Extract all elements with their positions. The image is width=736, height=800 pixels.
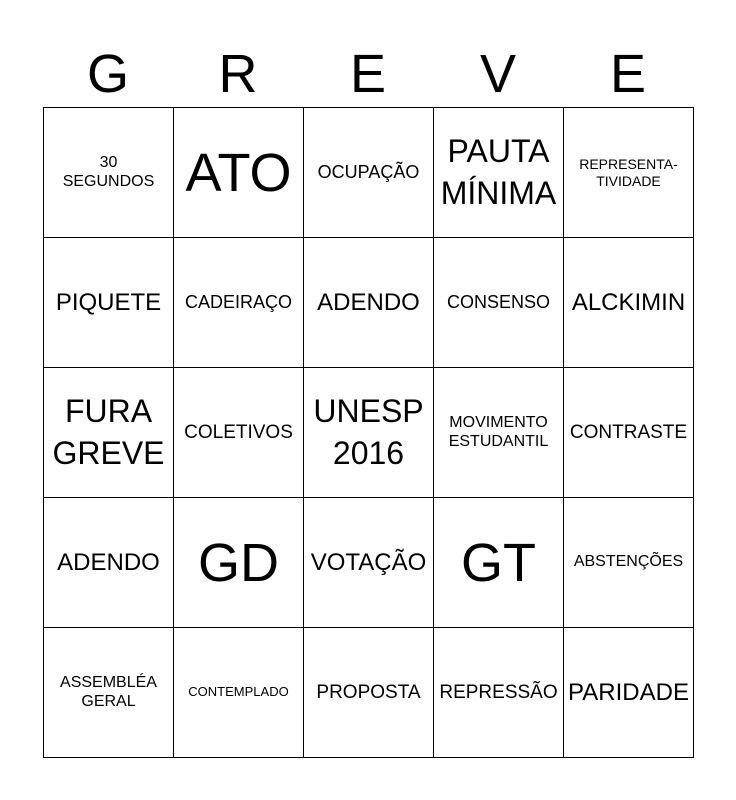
- bingo-cell[interactable]: [44, 108, 174, 238]
- cell-label: ATO: [185, 142, 292, 203]
- cell-label: ASSEMBLÉA GERAL: [60, 674, 157, 710]
- cell-label: 30 SEGUNDOS: [62, 154, 155, 190]
- bingo-cell[interactable]: [434, 368, 564, 498]
- cell-label: UNESP 2016: [313, 392, 424, 471]
- bingo-cell[interactable]: [44, 238, 174, 368]
- cell-label: COLETIVOS: [184, 421, 293, 443]
- cell-label: PIQUETE: [55, 288, 162, 316]
- cell-label: GD: [198, 532, 279, 593]
- cell-label: CONTRASTE: [569, 421, 688, 443]
- cell-label: MOVIMENTO ESTUDANTIL: [448, 414, 549, 450]
- cell-label: REPRESSÃO: [439, 681, 558, 703]
- cell-label: VOTAÇÃO: [310, 548, 427, 576]
- cell-label: PARIDADE: [568, 678, 689, 706]
- bingo-cell[interactable]: [434, 498, 564, 628]
- cell-label: CADEIRAÇO: [184, 292, 292, 313]
- header-letter-r: R: [218, 44, 258, 104]
- bingo-cell[interactable]: [304, 498, 434, 628]
- bingo-cell[interactable]: [44, 368, 174, 498]
- bingo-cell[interactable]: [564, 628, 694, 758]
- cell-label: PAUTA MÍNIMA: [440, 132, 557, 211]
- bingo-cell[interactable]: [304, 368, 434, 498]
- bingo-cell[interactable]: [564, 368, 694, 498]
- bingo-cell[interactable]: [434, 108, 564, 238]
- bingo-cell[interactable]: [434, 628, 564, 758]
- header-letter-e-2: E: [609, 44, 647, 104]
- bingo-cell[interactable]: [174, 368, 304, 498]
- bingo-cell[interactable]: [174, 498, 304, 628]
- bingo-cell[interactable]: [304, 238, 434, 368]
- header-letter-g: G: [86, 44, 129, 104]
- header-letter-e: E: [349, 44, 387, 104]
- header-letter-v: V: [479, 44, 517, 104]
- bingo-cell[interactable]: [564, 108, 694, 238]
- cell-label: REPRESENTA- TIVIDADE: [579, 156, 678, 189]
- bingo-board: [43, 107, 694, 758]
- bingo-cell[interactable]: [174, 108, 304, 238]
- cell-label: CONTEMPLADO: [188, 684, 289, 700]
- cell-label: ADENDO: [317, 288, 420, 316]
- bingo-cell[interactable]: [564, 498, 694, 628]
- bingo-cell[interactable]: [174, 628, 304, 758]
- bingo-cell[interactable]: [564, 238, 694, 368]
- cell-label: CONSENSO: [446, 292, 551, 313]
- bingo-cell[interactable]: [174, 238, 304, 368]
- cell-label: ALCKIMIN: [571, 288, 686, 316]
- bingo-header: [43, 42, 693, 106]
- bingo-cell[interactable]: [44, 628, 174, 758]
- cell-label: ADENDO: [57, 548, 160, 576]
- cell-label: ABSTENÇÕES: [573, 553, 684, 571]
- bingo-cell[interactable]: [44, 498, 174, 628]
- bingo-cell[interactable]: [304, 108, 434, 238]
- cell-label: GT: [461, 532, 536, 593]
- cell-label: PROPOSTA: [316, 681, 421, 703]
- bingo-cell[interactable]: [304, 628, 434, 758]
- bingo-cell[interactable]: [434, 238, 564, 368]
- cell-label: OCUPAÇÃO: [317, 162, 420, 183]
- cell-label: FURA GREVE: [52, 392, 165, 471]
